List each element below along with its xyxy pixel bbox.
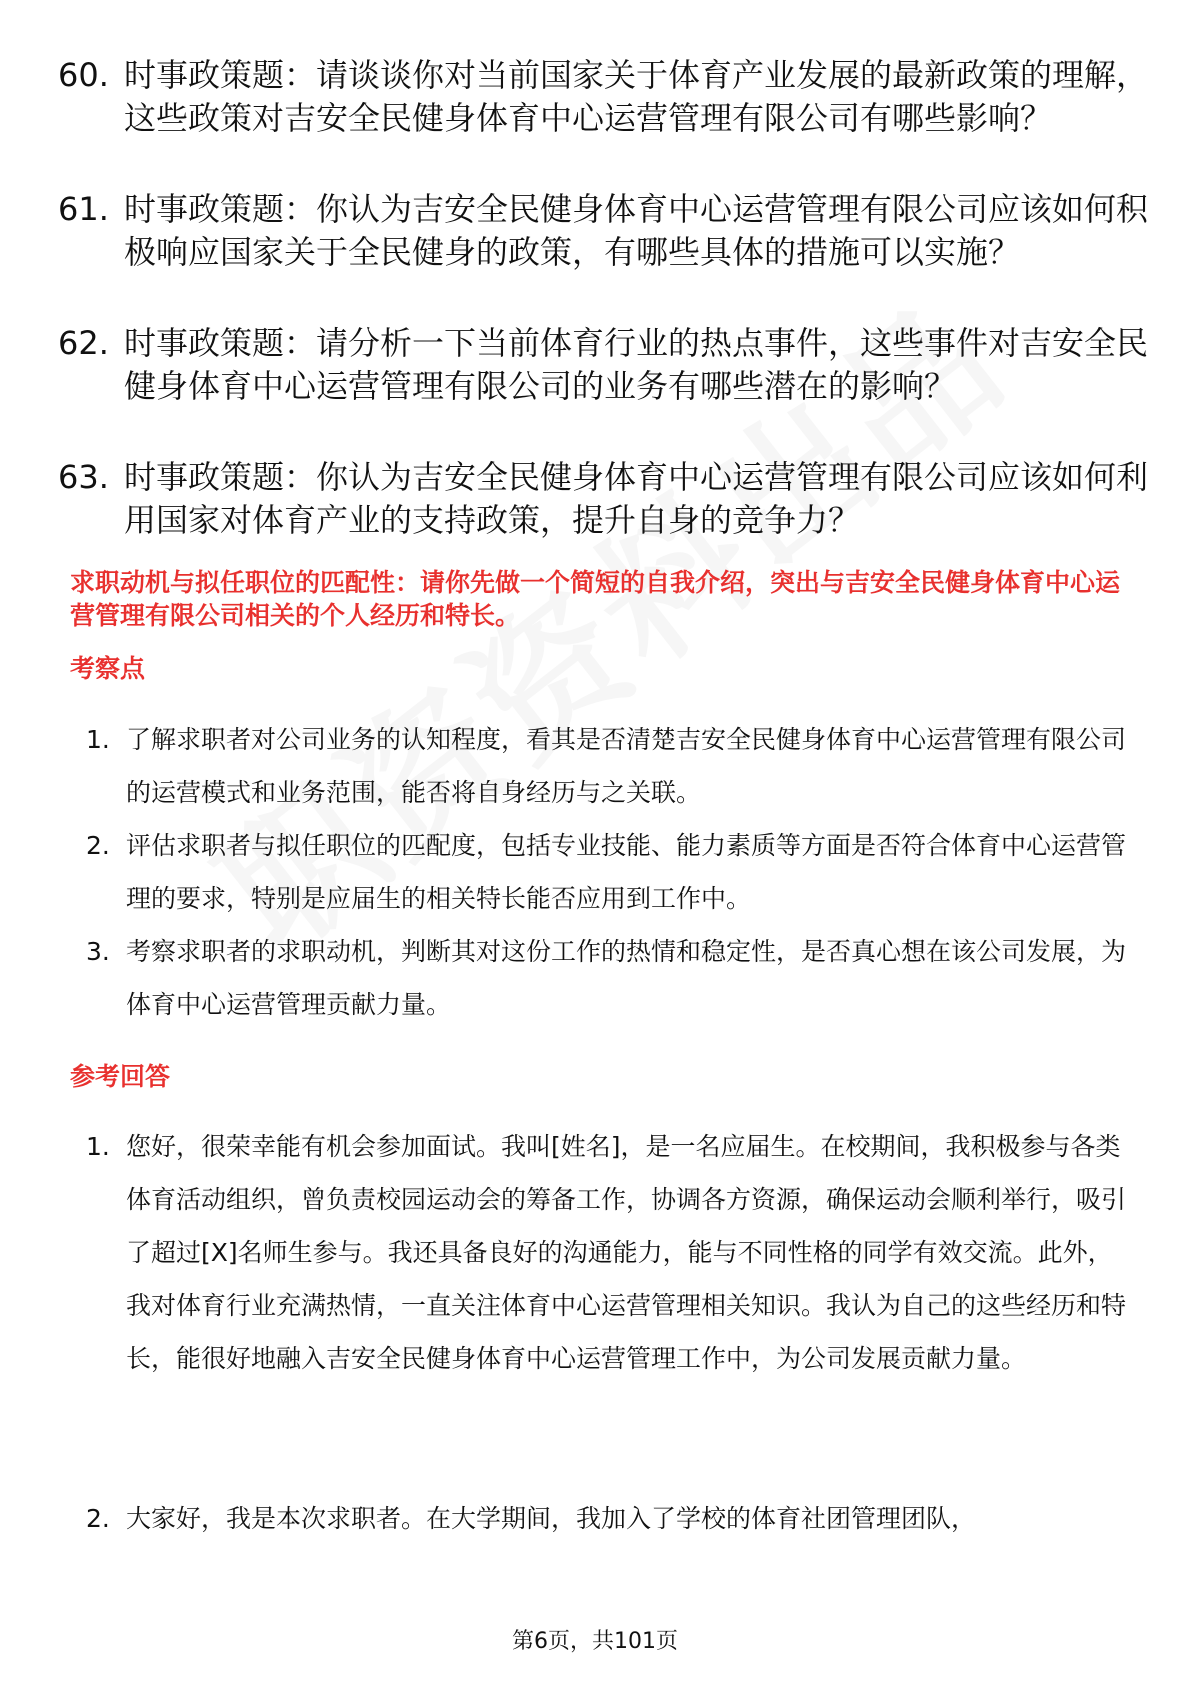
page-footer: 第6页，共101页	[512, 1629, 678, 1654]
list-text: 考察求职者的求职动机，判断其对这份工作的热情和稳定性，是否真心想在该公司发展，为体育中心运营管理贡献力量。	[126, 937, 1127, 1019]
list-number: 3.	[86, 937, 110, 966]
question-number: 63.	[58, 458, 109, 496]
list-text: 您好，很荣幸能有机会参加面试。我叫[姓名]，是一名应届生。在校期间，我积极参与各类体育活动组织，曾负责校园运动会的筹备工作，协调各方资源，确保运动会顺利举行，吸引了超过[X]名师生参与。我还具备良好的沟通能力，能与不同性格的同学有效交流。此外，我对体育行业充满热情，一直关注体育中心运营管理相关知识。我认为自己的这些经历和特长，能很好地融入吉安全民健身体育中心运营管理工作中，为公司发展贡献力量。	[126, 1132, 1127, 1373]
list-text: 了解求职者对公司业务的认知程度，看其是否清楚吉安全民健身体育中心运营管理有限公司的运营模式和业务范围，能否将自身经历与之关联。	[126, 725, 1127, 807]
list-text: 大家好，我是本次求职者。在大学期间，我加入了学校的体育社团管理团队，	[126, 1504, 977, 1533]
question-number: 61.	[58, 190, 109, 228]
question-text: 时事政策题：请分析一下当前体育行业的热点事件，这些事件对吉安全民健身体育中心运营管理有限公司的业务有哪些潜在的影响？	[124, 324, 1149, 405]
list-number: 1.	[86, 725, 110, 754]
list-number: 1.	[86, 1132, 110, 1161]
question-text: 时事政策题：请谈谈你对当前国家关于体育产业发展的最新政策的理解，这些政策对吉安全民健身体育中心运营管理有限公司有哪些影响？	[124, 56, 1149, 137]
question-text: 时事政策题：你认为吉安全民健身体育中心运营管理有限公司应该如何积极响应国家关于全民健身的政策，有哪些具体的措施可以实施？	[124, 190, 1149, 271]
list-number: 2.	[86, 1504, 110, 1533]
reference-answers-heading: 参考回答	[70, 1062, 171, 1091]
question-text: 时事政策题：你认为吉安全民健身体育中心运营管理有限公司应该如何利用国家对体育产业的支持政策，提升自身的竞争力？	[124, 458, 1149, 539]
question-number: 62.	[58, 324, 109, 362]
list-number: 2.	[86, 831, 110, 860]
list-text: 评估求职者与拟任职位的匹配度，包括专业技能、能力素质等方面是否符合体育中心运营管理的要求，特别是应届生的相关特长能否应用到工作中。	[126, 831, 1127, 913]
question-number: 60.	[58, 56, 109, 94]
exam-points-heading: 考察点	[70, 654, 146, 683]
section-question: 求职动机与拟任职位的匹配性：请你先做一个简短的自我介绍，突出与吉安全民健身体育中心运营管理有限公司相关的个人经历和特长。	[70, 568, 1121, 630]
